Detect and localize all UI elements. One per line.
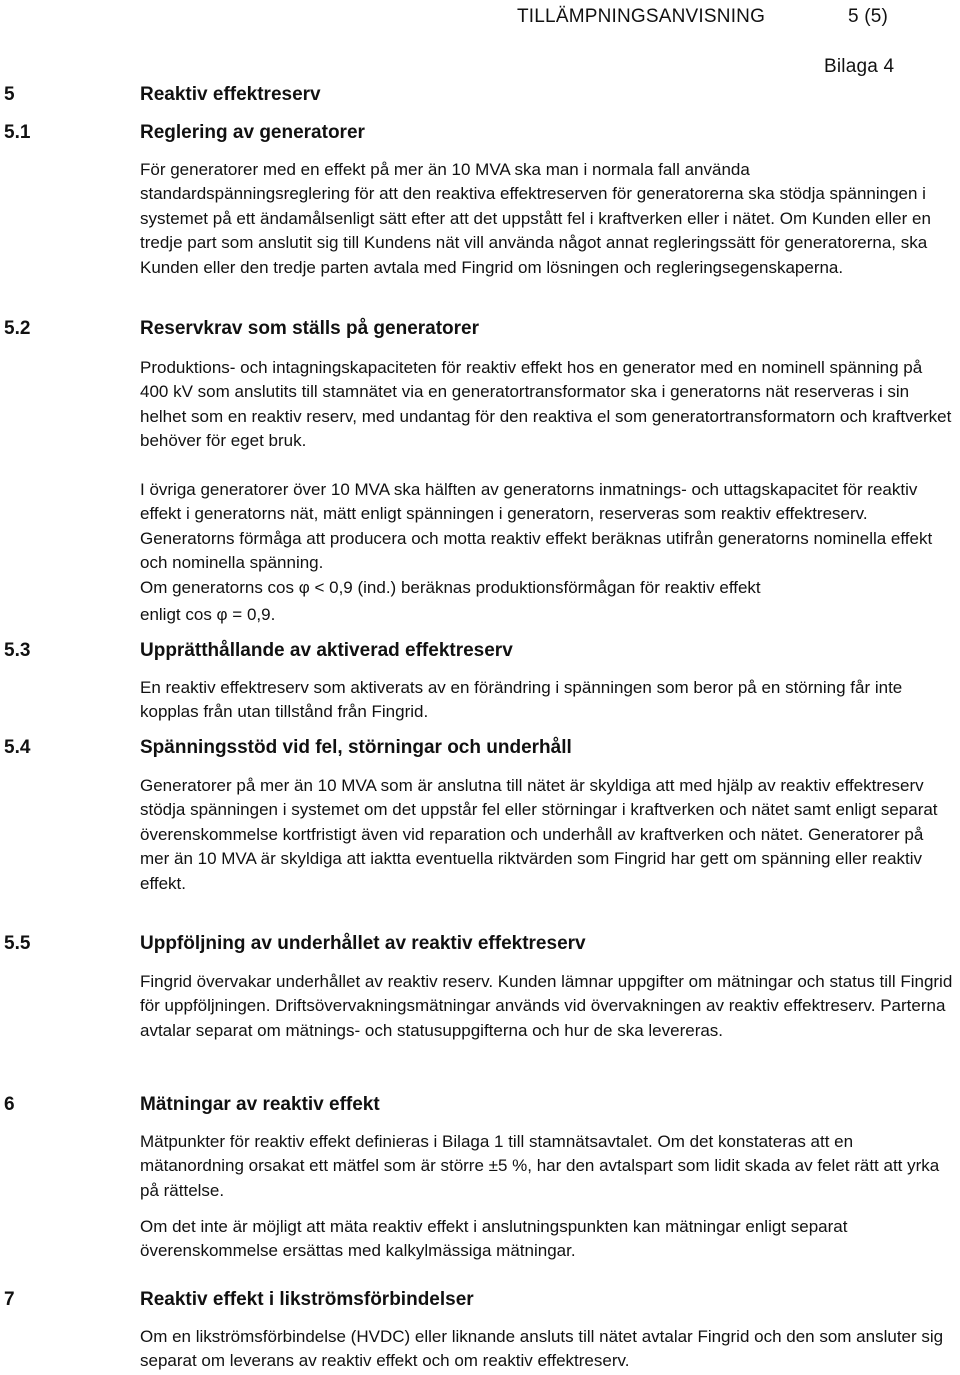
section-5-2-paragraph-2: I övriga generatorer över 10 MVA ska hälften av generatorns inmatnings- och uttagskapacitet för reaktiv effekt i generatorns nät, mätt enligt spänningen i generatorn, reserveras som reaktiv effektreserv. Generatorns förmåga att producera och motta reaktiv effekt beräknas utifrån generatorns nominella effekt och nominella spänning.: [140, 480, 933, 573]
section-5-1-paragraph: För generatorer med en effekt på mer än 10 MVA ska man i normala fall använda standardspänningsreglering för att den reaktiva effektreserven för generatorerna ska stödja spänningen i systemet på ett ändamålsenligt sätt efter att det uppstått fel i kraftverken eller i nätet. Om Kunden eller en tredje part som anslutit sig till Kundens nät vill använda något annat regleringssätt för generatorerna, ska Kunden eller den tredje parten avtala med Fingrid om lösningen och regleringsegenskaperna.: [140, 160, 931, 277]
section-6-paragraph-1: Mätpunkter för reaktiv effekt definieras i Bilaga 1 till stamnätsavtalet. Om det konstateras att en mätanordning orsakat ett mätfel som är större ±5 %, har den avtalspart som lidit skada av felet rätt att yrka på rättelse.: [140, 1132, 940, 1200]
section-5-3-title: Upprätthållande av aktiverad effektreserv: [140, 640, 513, 661]
section-5-1-number: 5.1: [4, 122, 31, 143]
section-7-title: Reaktiv effekt i likströmsförbindelser: [140, 1289, 474, 1310]
section-5-4-number: 5.4: [4, 737, 31, 758]
section-5-3-paragraph: En reaktiv effektreserv som aktiverats av en förändring i spänningen som beror på en störning får inte kopplas från utan tillstånd från Fingrid.: [140, 678, 903, 722]
annex-label: Bilaga 4: [824, 56, 895, 77]
section-6-title: Mätningar av reaktiv effekt: [140, 1094, 380, 1115]
section-6-number: 6: [4, 1094, 15, 1115]
section-5-5-number: 5.5: [4, 933, 31, 954]
section-7-paragraph: Om en likströmsförbindelse (HVDC) eller liknande ansluts till nätet avtalar Fingrid och den som ansluter sig separat om leverans av reaktiv effekt och om reaktiv effektreserv.: [140, 1327, 944, 1371]
section-5-3-number: 5.3: [4, 640, 31, 661]
section-5-4-paragraph: Generatorer på mer än 10 MVA som är anslutna till nätet är skyldiga att med hjälp av reaktiv effektreserv stödja spänningen i systemet om det uppstår fel eller störningar i kraftverken och nätet samt enligt separat överenskommelse kortfristigt även vid reparation och underhåll av kraftverken och nätet. Generatorer på mer än 10 MVA är skyldiga att iaktta eventuella riktvärden som Fingrid har gett om spänning eller reaktiv effekt.: [140, 776, 938, 893]
page-number: 5 (5): [848, 6, 889, 27]
section-5-5-paragraph: Fingrid övervakar underhållet av reaktiv reserv. Kunden lämnar uppgifter om mätningar och status till Fingrid för uppföljningen. Driftsövervakningsmätningar används vid övervakningen av reaktiv effektreserv. Parterna avtalar separat om mätnings- och statusuppgifterna och hur de ska levereras.: [140, 972, 953, 1040]
section-5-4-title: Spänningsstöd vid fel, störningar och underhåll: [140, 737, 572, 758]
section-5-1-title: Reglering av generatorer: [140, 122, 365, 143]
section-5-title: Reaktiv effektreserv: [140, 84, 321, 105]
section-5-2-number: 5.2: [4, 318, 31, 339]
section-5-2-title: Reservkrav som ställs på generatorer: [140, 318, 480, 339]
section-7-number: 7: [4, 1289, 15, 1310]
section-6-paragraph-2: Om det inte är möjligt att mäta reaktiv effekt i anslutningspunkten kan mätningar enligt separat överenskommelse ersättas med kalkylmässiga mätningar.: [140, 1217, 848, 1261]
document-title: TILLÄMPNINGSANVISNING: [517, 6, 766, 27]
section-5-2-cos-phi-line-1: Om generatorns cos φ < 0,9 (ind.) beräknas produktionsförmågan för reaktiv effekt: [140, 578, 761, 597]
section-5-5-title: Uppföljning av underhållet av reaktiv effektreserv: [140, 933, 586, 954]
section-5-number: 5: [4, 84, 15, 105]
section-5-2-paragraph-1: Produktions- och intagningskapaciteten för reaktiv effekt hos en generator med en nominell spänning på 400 kV som anslutits till stamnätet via en generatortransformator ska i generatorns nät reserveras i sin helhet som en reaktiv reserv, med undantag för den reaktiva el som generatortransformatorn och kraftverket behöver för eget bruk.: [140, 358, 952, 451]
section-5-2-cos-phi-line-2: enligt cos φ = 0,9.: [140, 605, 276, 624]
